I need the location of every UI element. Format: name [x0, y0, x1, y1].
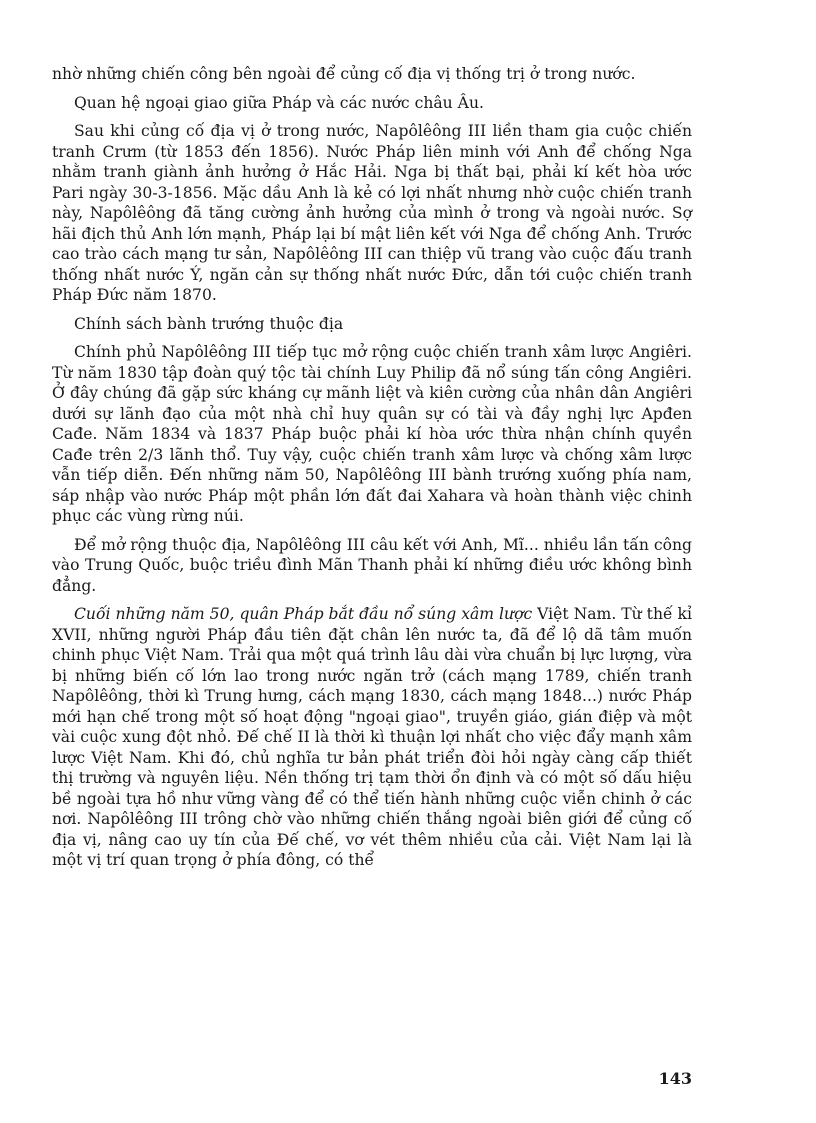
paragraph-vietnam-italic-lead: Cuối những năm 50, quân Pháp bắt đầu nổ súng xâm lược — [74, 605, 533, 623]
page-body — [52, 64, 692, 879]
paragraph-continuation: nhờ những chiến công bên ngoài để củng cố địa vị thống trị ở trong nước. — [52, 65, 636, 83]
section-heading-colonial-policy: Chính sách bành trướng thuộc địa — [74, 314, 344, 333]
paragraph-china: Để mở rộng thuộc địa, Napôlêông III câu kết với Anh, Mĩ... nhiều lần tấn công vào Trung Quốc, buộc triều đình Mãn Thanh phải kí những điều ước không bình đẳng. — [52, 535, 692, 595]
section-heading-foreign-relations: Quan hệ ngoại giao giữa Pháp và các nước châu Âu. — [74, 93, 484, 112]
paragraph-vietnam-body: Việt Nam. Từ thế kỉ XVII, những người Pháp đầu tiên đặt chân lên nước ta, đã để lộ dã tâm muốn chinh phục Việt Nam. Trải qua một quá trình lâu dài vừa chuẩn bị lực lượng, vừa bị những biến cố lớn lao trong nước ngăn trở (cách mạng 1789, chiến tranh Napôlêông, thời kì Trung hưng, cách mạng 1830, cách mạng 1848...) nước Pháp mới hạn chế trong một số hoạt động "ngoại giao", truyền giáo, gián điệp và một vài cuộc xung đột nhỏ. Đế chế II là thời kì thuận lợi nhất cho việc đẩy mạnh xâm lược Việt Nam. Khi đó, chủ nghĩa tư bản phát triển đòi hỏi ngày càng cấp thiết thị trường và nguyên liệu. Nền thống trị tạm thời ổn định và có một số dấu hiệu bề ngoài tựa hồ như vững vàng để có thể tiến hành những cuộc viễn chinh ở các nơi. Napôlêông III trông chờ vào những chiến thắng ngoài biên giới để củng cố địa vị, nâng cao uy tín của Đế chế, vơ vét thêm nhiều của cải. Việt Nam lại là một vị trí quan trọng ở phía đông, có thể — [52, 605, 692, 869]
paragraph-vietnam — [52, 604, 692, 871]
paragraph-crimean-war: Sau khi củng cố địa vị ở trong nước, Napôlêông III liền tham gia cuộc chiến tranh Crưm (từ 1853 đến 1856). Nước Pháp liên minh với Anh để chống Nga nhằm tranh giành ảnh hưởng ở Hắc Hải. Nga bị thất bại, phải kí kết hòa ước Pari ngày 30-3-1856. Mặc dầu Anh là kẻ có lợi nhất nhưng nhờ cuộc chiến tranh này, Napôlêông đã tăng cường ảnh hưởng của mình ở trong và ngoài nước. Sợ hãi địch thủ Anh lớn mạnh, Pháp lại bí mật liên kết với Nga để chống Anh. Trước cao trào cách mạng tư sản, Napôlêông III can thiệp vũ trang vào cuộc đấu tranh thống nhất nước Ý, ngăn cản sự thống nhất nước Đức, dẫn tới cuộc chiến tranh Pháp Đức năm 1870. — [52, 122, 692, 304]
page-number: 143 — [658, 1069, 692, 1088]
paragraph-algeria: Chính phủ Napôlêông III tiếp tục mở rộng cuộc chiến tranh xâm lược Angiêri. Từ năm 1830 tập đoàn quý tộc tài chính Luy Philip đã nổ súng tấn công Angiêri. Ở đây chúng đã gặp sức kháng cự mãnh liệt và kiên cường của nhân dân Angiêri dưới sự lãnh đạo của một nhà chỉ huy quân sự có tài và đầy nghị lực Apđen Cađe. Năm 1834 và 1837 Pháp buộc phải kí hòa ước thừa nhận chính quyền Cađe trên 2/3 lãnh thổ. Tuy vậy, cuộc chiến tranh xâm lược và chống xâm lược vẫn tiếp diễn. Đến những năm 50, Napôlêông III bành trướng xuống phía nam, sáp nhập vào nước Pháp một phần lớn đất đai Xahara và hoàn thành việc chinh phục các vùng rừng núi. — [52, 343, 692, 525]
